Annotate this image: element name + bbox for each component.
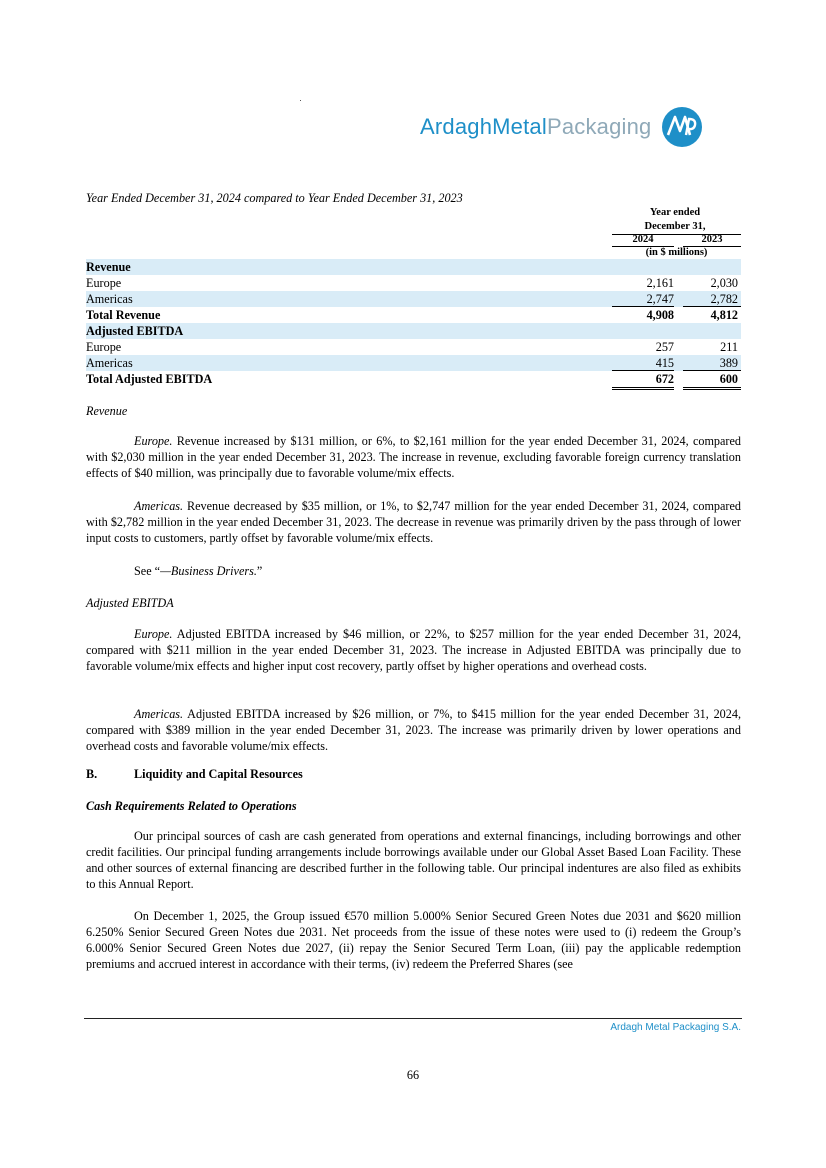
value-2023: 4,812 xyxy=(710,308,738,322)
paragraph-lead: Americas. xyxy=(134,707,184,721)
paragraph-lead: Americas. xyxy=(134,499,184,513)
row-label: Americas xyxy=(86,292,133,306)
see-suffix: ” xyxy=(256,564,263,578)
value-2024: 4,908 xyxy=(646,308,674,322)
table-header-year-ended: Year ended xyxy=(649,207,701,218)
table-col-2024: 2024 xyxy=(632,234,654,245)
total-rule xyxy=(612,387,674,388)
table-header-date: December 31, xyxy=(644,221,706,232)
see-prefix: See “ xyxy=(134,564,161,578)
table-row xyxy=(86,339,741,355)
value-2023: 389 xyxy=(719,356,738,370)
ebitda-europe-paragraph xyxy=(86,626,741,674)
row-label: Europe xyxy=(86,340,122,354)
revenue-heading: Revenue xyxy=(86,404,128,418)
cash-requirements-heading: Cash Requirements Related to Operations xyxy=(86,799,297,813)
table-row xyxy=(86,259,741,275)
table-row xyxy=(86,275,741,291)
footer-company: Ardagh Metal Packaging S.A. xyxy=(610,1022,741,1033)
value-2024: 257 xyxy=(655,340,674,354)
revenue-americas-paragraph xyxy=(86,498,741,546)
row-label: Total Revenue xyxy=(86,308,161,322)
paragraph-lead: Europe. xyxy=(134,627,173,641)
logo-wordmark xyxy=(420,114,652,140)
notes-issuance-paragraph: On December 1, 2025, the Group issued €570 million 5.000% Senior Secured Green Notes due 2031 and $620 million 6.250% Senior Secured Green Notes due 2031. Net proceeds from the issue of these notes were used to (i) redeem the Group’s 6.000% Senior Secured Green Notes due 2027, (ii) repay the Senior Secured Term Loan, (iii) pay the applicable redemption premiums and accrued interest in accordance with their terms, (iv) redeem the Preferred Shares (see xyxy=(86,909,741,971)
ebitda-americas-paragraph xyxy=(86,706,741,754)
table-row xyxy=(86,355,741,371)
table-row xyxy=(86,307,741,323)
paragraph-lead: Europe. xyxy=(134,434,173,448)
logo-text-primary: ArdaghMetal xyxy=(420,114,547,139)
revenue-europe-paragraph xyxy=(86,433,741,481)
see-reference xyxy=(86,563,741,579)
section-b-title: Liquidity and Capital Resources xyxy=(134,767,303,781)
paragraph-text: Revenue increased by $131 million, or 6%, to $2,161 million for the year ended December 31, 2024, compared with $2,030 million in the year ended December 31, 2023. The increase in revenue, excluding favorable foreign currency translation effects of $40 million, was principally due to favorable volume/mix effects. xyxy=(86,434,741,480)
row-label: Adjusted EBITDA xyxy=(86,324,184,338)
section-title: Year Ended December 31, 2024 compared to Year Ended December 31, 2023 xyxy=(86,191,463,205)
value-2024: 2,161 xyxy=(646,276,674,290)
value-2024: 672 xyxy=(655,372,674,386)
table-row xyxy=(86,371,741,387)
value-2024: 415 xyxy=(655,356,674,370)
logo-text-secondary: Packaging xyxy=(546,114,652,139)
amp-monogram-icon xyxy=(660,105,704,149)
value-2023: 2,030 xyxy=(710,276,738,290)
company-logo xyxy=(420,104,704,150)
total-double-rule xyxy=(612,389,674,390)
paragraph-text: Revenue decreased by $35 million, or 1%, to $2,747 million for the year ended December 31, 2024, compared with $2,782 million in the year ended December 31, 2023. The decrease in revenue was primarily driven by the pass through of lower input costs to customers, partly offset by favorable volume/mix effects. xyxy=(86,499,741,545)
table-units: (in $ millions) xyxy=(645,247,708,258)
value-2023: 600 xyxy=(719,372,738,386)
value-2023: 2,782 xyxy=(710,292,738,306)
value-2023: 211 xyxy=(720,340,738,354)
total-rule xyxy=(683,387,741,388)
table-col-2023: 2023 xyxy=(701,234,723,245)
section-b-heading xyxy=(86,766,741,782)
footer-rule xyxy=(84,1018,742,1019)
total-double-rule xyxy=(683,389,741,390)
ebitda-heading: Adjusted EBITDA xyxy=(86,596,174,610)
row-label: Europe xyxy=(86,276,122,290)
row-label: Revenue xyxy=(86,260,131,274)
page-number: 66 xyxy=(406,1068,420,1082)
paragraph-text: Adjusted EBITDA increased by $26 million, or 7%, to $415 million for the year ended December 31, 2024, compared with $389 million in the year ended December 31, 2023. The increase was primarily driven by lower operations and overhead costs and favorable volume/mix effects. xyxy=(86,707,741,753)
row-label: Total Adjusted EBITDA xyxy=(86,372,213,386)
business-drivers-reference: —Business Drivers. xyxy=(160,564,257,578)
funding-sources-paragraph: Our principal sources of cash are cash generated from operations and external financings, including borrowings and other credit facilities. Our principal funding arrangements include borrowings available under our Global Asset Based Loan Facility. These and other sources of external financing are described further in the following table. Our principal indentures are also filed as exhibits to this Annual Report. xyxy=(86,829,741,891)
stray-dot xyxy=(300,100,301,101)
table-row xyxy=(86,291,741,307)
row-label: Americas xyxy=(86,356,133,370)
section-b-letter: B. xyxy=(86,767,98,781)
paragraph-text: Adjusted EBITDA increased by $46 million, or 22%, to $257 million for the year ended December 31, 2024, compared with $211 million in the year ended December 31, 2023. The increase in Adjusted EBITDA was principally due to favorable volume/mix effects and higher input cost recovery, partly offset by higher operations and overhead costs. xyxy=(86,627,741,673)
value-2024: 2,747 xyxy=(646,292,674,306)
table-row xyxy=(86,323,741,339)
